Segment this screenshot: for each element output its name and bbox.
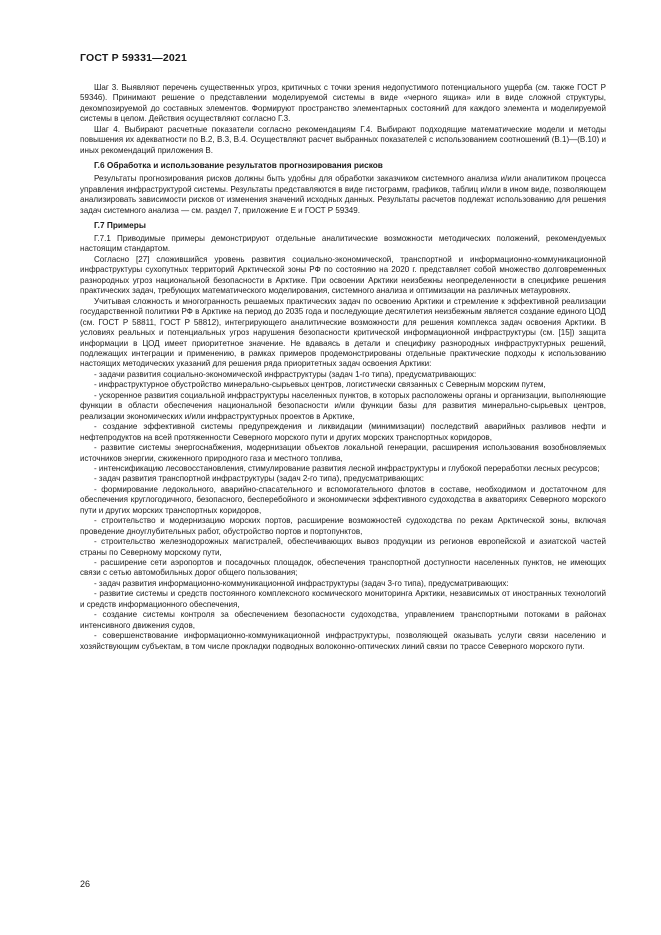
list-item: - совершенствование информационно-коммуникационной инфраструктуры, позволяющей оказывать услуги связи населению и хозяйствующим субъектам, в том числе прокладки подводных волоконно-оптических линий связи по трассе Северного морского пути. bbox=[80, 631, 606, 651]
section-heading: Г.6 Обработка и использование результатов прогнозирования рисков bbox=[94, 160, 383, 171]
list-item: - создание системы контроля за обеспечением безопасности судоходства, управлением транспортными потоками в районах интенсивного движения судов, bbox=[80, 610, 606, 630]
list-item: - задачи развития социально-экономической инфраструктуры (задач 1-го типа), предусматривающих: bbox=[94, 369, 477, 379]
list-item: - строительство железнодорожных магистралей, обеспечивающих вывоз продукции из регионов европейской и азиатской частей страны по Северному морскому пути, bbox=[80, 537, 606, 557]
paragraph: Шаг 4. Выбирают расчетные показатели согласно рекомендациям Г.4. Выбирают подходящие математические модели и методы повышения их адекватности по В.2, В.3, В.4. Осуществляют расчет выбранных показателей с использованием соотношений (В.1)—(В.10) и иных рекомендаций приложения В. bbox=[80, 124, 606, 155]
list-item: - строительство и модернизацию морских портов, расширение возможностей судоходства по рекам Арктической зоны, включая проведение дноуглубительных работ, обустройство портов и портопунктов, bbox=[80, 516, 606, 536]
section-heading: Г.7 Примеры bbox=[94, 219, 146, 230]
list-item: - расширение сети аэропортов и посадочных площадок, обеспечения транспортной доступности населенных пунктов, не имеющих связи с сетью автомобильных дорог общего пользования; bbox=[80, 558, 606, 578]
list-item: - создание эффективной системы предупреждения и ликвидации (минимизации) последствий аварийных разливов нефти и нефтепродуктов на всей протяженности Северного морского пути и других морских транспортных коридоров, bbox=[80, 422, 606, 442]
list-item: - задач развития транспортной инфраструктуры (задач 2-го типа), предусматривающих: bbox=[94, 474, 425, 484]
paragraph: Согласно [27] сложившийся уровень развития социально-экономической, транспортной и информационно-коммуникационной инфраструктуры сухопутных территорий Арктической зоны РФ по состоянию на 2020 г. представляет собой множество долговременных разнородных угроз национальной безопасности в Арктике. При освоении Арктики неизбежны неопределенности в специфике решения практических задач, требующих математического моделирования, системного анализа и оптимизации на различных метауровнях. bbox=[80, 254, 606, 296]
paragraph: Учитывая сложность и многогранность решаемых практических задач по освоению Арктики и стремление к эффективной реализации государственной политики РФ в Арктике на период до 2035 года и последующие десятилетия неизбежным является создание единого ЦОД (см. ГОСТ Р 58811, ГОСТ Р 58812), интегрирующего аналитические возможности для решения комплекса задач освоения Арктики. В условиях реальных и потенциальных угроз нарушения безопасности критической информационной инфраструктуры (см. [15]) защита информации в ЦОД имеет приоритетное значение. Не вдаваясь в детали и специфику разнородных инфраструктурных решений, подлежащих интеграции и применению, в рамках примеров продемонстрированы отдельные практические подходы к использованию настоящих методических указаний для решения ряда приоритетных задач освоения Арктики: bbox=[80, 296, 606, 369]
paragraph: Шаг 3. Выявляют перечень существенных угроз, критичных с точки зрения недопустимого потенциального ущерба (см. также ГОСТ Р 59346). Принимают решение о представлении моделируемой системы в виде «черного ящика» или в виде сложной структуры, декомпозируемой до составных элементов. Формируют пространство элементарных состояний для каждого элемента и моделируемой системы в целом. Действия осуществляют согласно Г.3. bbox=[80, 83, 606, 124]
list-item: - развитие системы энергоснабжения, модернизации объектов локальной генерации, расширения использования возобновляемых источников энергии, сжиженного природного газа и местного топлива, bbox=[80, 443, 606, 463]
standard-code-header: ГОСТ Р 59331—2021 bbox=[80, 52, 188, 64]
list-item: - развитие системы и средств постоянного комплексного космического мониторинга Арктики, независимых от иностранных технологий и средств информационного обеспечения, bbox=[80, 589, 606, 609]
list-item: - ускоренное развития социальной инфраструктуры населенных пунктов, в которых расположены органы и организации, выполняющие функции в области обеспечения национальной безопасности и/или функции базы для развития минерально-сырьевых центров, реализации экономических и/или инфраструктурных проектов в Арктике, bbox=[80, 390, 606, 421]
list-item: - формирование ледокольного, аварийно-спасательного и вспомогательного флотов в составе, необходимом и достаточном для обеспечения круглогодичного, безопасного, бесперебойного и экономически эффективного судоходства в акваториях Северного морского пути и других морских транспортных коридоров, bbox=[80, 484, 606, 515]
list-item: - инфраструктурное обустройство минерально-сырьевых центров, логистически связанных с Северным морским путем, bbox=[94, 380, 546, 390]
document-body bbox=[80, 83, 606, 652]
paragraph: Г.7.1 Приводимые примеры демонстрируют отдельные аналитические возможности методических положений, рекомендуемых настоящим стандартом. bbox=[80, 233, 606, 254]
page-number: 26 bbox=[80, 879, 91, 889]
list-item: - задач развития информационно-коммуникационной инфраструктуры (задач 3-го типа), предусматривающих: bbox=[94, 578, 509, 588]
list-item: - интенсификацию лесовосстановления, стимулирование развития лесной инфраструктуры и глубокой переработки лесных ресурсов; bbox=[94, 463, 600, 473]
paragraph: Результаты прогнозирования рисков должны быть удобны для обработки заказчиком системного анализа и/или аналитиком процесса управления инфраструктурой системы. Результаты представляются в виде гистограмм, графиков, таблиц и/или в ином виде, позволяющем анализировать зависимости рисков от изменения значений исходных данных. Результаты расчетов подлежат использованию для решения задач системного анализа — см. раздел 7, приложение Е и ГОСТ Р 59349. bbox=[80, 174, 606, 215]
